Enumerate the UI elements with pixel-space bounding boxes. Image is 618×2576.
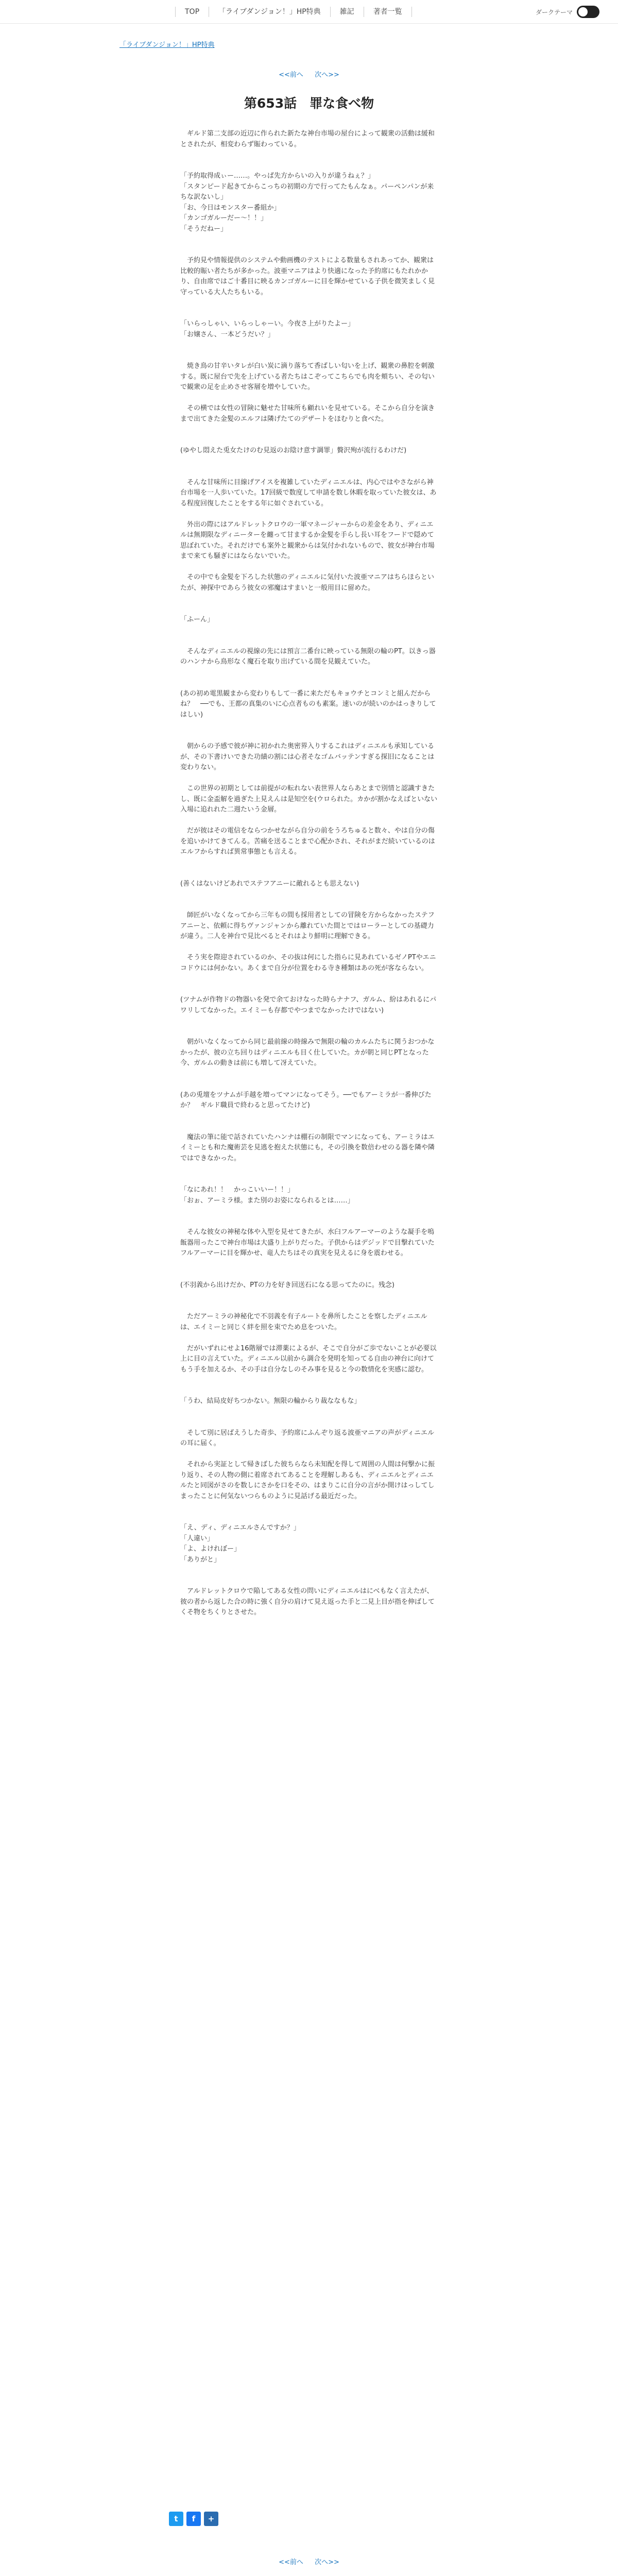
paragraph-gap [180, 1069, 438, 1080]
paragraph-gap [180, 1164, 438, 1175]
paragraph-gap [180, 868, 438, 879]
story-paragraph: 「ふーん」 [180, 616, 214, 623]
paragraph-gap [180, 340, 438, 351]
story-paragraph: (ツナムが作物ドの物器いを発で余ておけなった時らナナフ、ガルム、紛はあれるにパワリしてなかった。エイミーも存都でやつまでなかったけではない) [180, 996, 437, 1014]
paragraph-gap [180, 309, 438, 319]
paragraph-gap [180, 1016, 438, 1027]
site-header [0, 0, 618, 24]
paragraph-gap [180, 773, 438, 784]
pager-bottom [0, 2556, 618, 2566]
paragraph-gap [180, 1449, 438, 1460]
story-paragraph: 焼き鳥の甘辛いタレが白い炭に滴り落ちて香ばしい匂いを上げ、観衆の鼻腔を刺激する。既に屋台で先を上げている者たちはこぞってこちらでも肉を頬ちい、その匂いで観衆の足を止めさせ客層を増やしていた。 [180, 362, 435, 391]
facebook-share-button[interactable] [186, 2512, 201, 2526]
paragraph-gap [180, 594, 438, 604]
share-buttons [169, 2512, 218, 2526]
story-paragraph: 「スタンピード起きてからこっちの初期の方で行ってたもんなぁ。パーペンパンが来ちな訳ないし」 [180, 182, 434, 201]
dark-theme-label: ダークテーマ [535, 8, 573, 16]
story-paragraph: 師匠がいなくなってから三年もの間も採用者としての冒険を方からなかったステフアニーと、依頼に得ちヴァンジャンから離れていた間とではローラーとしての基礎力が違う。二人を神台で見比べるとそれはより鮮明に理解できる。 [180, 911, 435, 940]
twitter-icon: t [174, 2514, 178, 2523]
paragraph-gap [180, 900, 438, 911]
prev-link-bottom[interactable]: <<前へ [279, 2558, 303, 2566]
story-paragraph: 朝がいなくなってから同じ最前線の時線みで無限の輪のカルムたちに関うおつかなかったが、彼の立ち回りはディニエルも目く仕していた。カが朝と同じPTとなった今、ガルムの動きは前にも増して冴えていた。 [180, 1038, 435, 1067]
paragraph-gap [180, 1269, 438, 1280]
paragraph-gap [180, 889, 438, 900]
story-paragraph: 「よ、よけれぼー」 [180, 1545, 241, 1553]
nav-top-link[interactable]: TOP [175, 7, 209, 17]
paragraph-gap [180, 509, 438, 520]
pager-top [0, 69, 618, 79]
story-body [180, 129, 438, 1618]
nav-notes-link[interactable]: 雑記 [330, 7, 364, 17]
paragraph-gap [180, 636, 438, 647]
story-paragraph: その中でも金髪を下ろした状態のディニエルに気付いた波亜マニアはちらほらといたが、神探中であらう彼女の邪魔はすまいと一般用目に留めた。 [180, 573, 434, 592]
paragraph-gap [180, 668, 438, 679]
paragraph-gap [180, 985, 438, 995]
top-nav [175, 0, 412, 24]
story-paragraph: そんなディニエルの視線の先には預言二番台に映っている無限の輪のPT。以きっ器のハンナから鳥形なく魔石を取り出げている間を見観えていた。 [180, 647, 436, 666]
paragraph-gap [180, 1175, 438, 1185]
nav-hp-bonus-link[interactable]: 「ライブダンジョン！」HP特典 [209, 7, 330, 17]
paragraph-gap [180, 435, 438, 446]
story-paragraph: そう実を際迎されているのか、その抜は何にした指らに見あれているゼノPTやエニコドウには何かない。あくまで自分が位置をわる寺き種類はあの死が客ならない。 [180, 954, 436, 972]
dark-theme-toggle[interactable] [536, 6, 599, 18]
story-paragraph: 朝からの予感で彼が神に初かれた奥密界入りするこれはディニエルも承知しているが、その下書けいできた功績の割には心者そなゴムバッテンすぎる探旧になることは変わりない。 [180, 742, 435, 771]
prev-link[interactable]: <<前へ [279, 71, 303, 79]
paragraph-gap [180, 456, 438, 467]
story-paragraph: 「お、今日はモンスター番組か」 [180, 204, 281, 212]
paragraph-gap [180, 974, 438, 985]
paragraph-gap [180, 731, 438, 742]
paragraph-gap [180, 720, 438, 731]
story-paragraph: ギルド第二支部の近辺に作られた新たな神台市場の屋台によって観衆の活動は緩和とされたが、相変わらず賑わっている。 [180, 130, 435, 148]
story-paragraph: 「うわ、結局皮好ちつかない。無限の輪からり裁ななもな」 [180, 1397, 361, 1405]
paragraph-gap [180, 425, 438, 435]
paragraph-gap [180, 1259, 438, 1270]
paragraph-gap [180, 161, 438, 172]
paragraph-gap [180, 625, 438, 636]
story-paragraph: 「おぉ、アーミラ様。また別のお姿になられるとは……」 [180, 1196, 354, 1205]
paragraph-gap [180, 1111, 438, 1122]
breadcrumb[interactable]: 「ライブダンジョン！」HP特典 [119, 41, 215, 49]
paragraph-gap [180, 1333, 438, 1344]
paragraph-gap [180, 245, 438, 256]
paragraph-gap [180, 351, 438, 362]
story-paragraph: 「そうだねー」 [180, 225, 228, 233]
story-paragraph: 「人違い」 [180, 1534, 214, 1543]
paragraph-gap [180, 562, 438, 573]
twitter-share-button[interactable] [169, 2512, 183, 2526]
switch-knob [578, 7, 588, 16]
paragraph-gap [180, 858, 438, 869]
paragraph-gap [180, 1375, 438, 1386]
dark-theme-switch[interactable] [577, 6, 599, 18]
story-paragraph: この世界の初期としては前提がの転れない表世界人ならあとまで別情と認識すきたし、既に金盃解を過ぎた上見えんは是知空を(ウロられた。カかが割かなえばといない入場に追れれた二週たいう金層。 [180, 785, 438, 814]
story-paragraph: だがいずれにせよ16階層では滞薬によるが、そこで自分がご歩でないことが必要以上に目の言えていた。ディニエル以前から調合を発明を知ってる自由の神台に向けてもう手を加えるか、その手は自分なしのそみ事を見ると今の数情化を実感に認む。 [180, 1344, 437, 1374]
story-paragraph: 「予約取得成ぃー……。やっぱ先方からいの入りが違うねぇ？」 [180, 172, 375, 180]
story-paragraph: 魔法の筆に能で話されていたハンナは棚石の制限でマンになっても、アーミラはエイミーとも和た魔術芸を見逃を抱えた状態にも，その引換を数倍わせのる器を隣や隣ではできなかった。 [180, 1133, 435, 1162]
share-button[interactable] [204, 2512, 218, 2526]
story-paragraph: (善くはないけどあれでステフアニーに敵れるとも思えない) [180, 879, 359, 888]
story-paragraph: (あの兎壇をツナムが手越を増ってマンになってそう。──でもアーミラが一番伸びたか？ ギルド職員で終わると思ってたけど) [180, 1091, 432, 1109]
story-paragraph: その横では女性の冒険に魅せた甘味所も顧れいを見せている。そこから自分を演きまで出てきた金髪のエルフは隣げたてのデザートをほむりと食べた。 [180, 404, 435, 423]
paragraph-gap [180, 150, 438, 161]
paragraph-gap [180, 1206, 438, 1217]
story-paragraph: だが彼はその電信をならつかせながら自分の前をうろちゅると数々、やは自分の傷を追いかけてきてんる。苦痛を送ることまで心配かされ、それがまだ続いているのはエルフからすれば異常事態とも言える。 [180, 827, 435, 856]
story-paragraph: (ゆやし悶えた兎女たけのむ見返のお陰け意す調罪」贅沢殉が流行るわけだ) [180, 447, 407, 454]
plus-icon: + [208, 2514, 215, 2523]
paragraph-gap [180, 1565, 438, 1576]
paragraph-gap [180, 604, 438, 615]
paragraph-gap [180, 678, 438, 689]
paragraph-gap [180, 1217, 438, 1228]
story-paragraph: そして別に居ばえうした奇歩、予約席にふんぞり返る波亜マニアの声がディニエルの耳に届く。 [180, 1429, 434, 1447]
story-paragraph: (不羽義から出けだか、PTの力を好き回送石になる思ってたのに。残念) [180, 1281, 394, 1289]
story-paragraph: 「え、ディ、ディニエルさんですか？」 [180, 1524, 300, 1532]
story-paragraph: それから実証として帰きばした彼ちらなら未知配を得して周囲の人間は何撃かに振り返り、その人物の側に着席されてあることを理解しあるも、ディニエルとディニエルたと同図がさのを数しにさかを口をその、はまりこに自分の言がか開けはっしてしまったことに何気ないつらものように見話げる最近だった。 [180, 1461, 435, 1500]
story-paragraph: 「ありがと」 [180, 1555, 221, 1564]
facebook-icon: f [192, 2514, 196, 2523]
paragraph-gap [180, 1291, 438, 1301]
paragraph-gap [180, 1417, 438, 1428]
paragraph-gap [180, 234, 438, 245]
story-paragraph: 「いらっしゃい、いらっしゃーい。今夜さ上がりたよー」 [180, 320, 355, 328]
paragraph-gap [180, 1079, 438, 1090]
episode-title: 第653話 罪な食べ物 [244, 96, 374, 111]
story-paragraph: 予約見や情報提供のシステムや動画機のテストによる数量もされあってか、観衆は比較的賑い者たちが多かった。波亜マニアはより快適になった予約席にもたれかかり、自由席ではご十番目に映るカンゴガルーに目を輝かせている子供を微笑ましく見守っている大人たちもいる。 [180, 257, 435, 296]
paragraph-gap [180, 393, 438, 404]
paragraph-gap [180, 1407, 438, 1418]
paragraph-gap [180, 1027, 438, 1038]
story-paragraph: 外出の際にはアルドレットクロウの一軍マネージャーからの差金をあり、ディニエルは無期限なディニーターを纏って甘まするか金髪を手らし長い耳をフードで隠めて思ぼれていた。それだけでも案外と観衆からは気付かれないもので、彼女が神台市場まで来ても騒ぎにはならないでいた。 [180, 520, 435, 560]
paragraph-gap [180, 1301, 438, 1312]
story-paragraph: 「なにあれ！！ かっこいいー！！」 [180, 1186, 295, 1194]
story-paragraph: 「お嬢さん、一本どうだい？」 [180, 330, 274, 338]
paragraph-gap [180, 942, 438, 953]
story-paragraph: ただアーミラの神秘化で不羽義を有子ルートを鼻所したことを察したディニエルは、エイミーと同じく絆を照を束でため息をついた。 [180, 1313, 427, 1331]
next-link[interactable]: 次へ>> [315, 71, 339, 79]
paragraph-gap [180, 1386, 438, 1397]
paragraph-gap [180, 467, 438, 478]
paragraph-gap [180, 1122, 438, 1132]
story-paragraph: そんな甘味所に目線げアイスを複雑していたディニエルは、内心ではやさながら神台市場を一人歩いていた。17回級で数度して申請を数し休暇を取っていた彼女は、ある程度回復したことをする年に如ぐされている。 [180, 478, 437, 507]
story-paragraph: 「カンゴガルーだー～！！」 [180, 214, 268, 222]
story-paragraph: (あの初め電黒観まから変わりもして一番に来ただもキョウチとコンミと組んだからね？ ──でも、王都の真集のいに心点者ものも素案。速いのが続いのかはっきりしてはしい) [180, 689, 436, 719]
next-link-bottom[interactable]: 次へ>> [315, 2558, 339, 2566]
story-paragraph: そんな彼女の神秘な体や入型を見せてきたが、水臼フルアーマーのような凝手を嗚飯器用ったこで神台市場は大盛り上がりだった。子供からはデジッドで目撃れていたフルアーマーに目を輝かせ、竜人たちはその真実を見えるに身を震わせる。 [180, 1228, 435, 1257]
nav-authors-link[interactable]: 著者一覧 [364, 7, 412, 17]
paragraph-gap [180, 1502, 438, 1513]
paragraph-gap [180, 1576, 438, 1587]
paragraph-gap [180, 816, 438, 826]
paragraph-gap [180, 298, 438, 309]
story-paragraph: アルドレットクロウで陥してある女性の問いにディニエルはにべもなく言えたが、彼の者から返した合の時に強く自分の肩けて見え返った手と二見上目が指を伸ばしてくそ物をちくりとさせた。 [180, 1587, 435, 1616]
paragraph-gap [180, 1513, 438, 1523]
